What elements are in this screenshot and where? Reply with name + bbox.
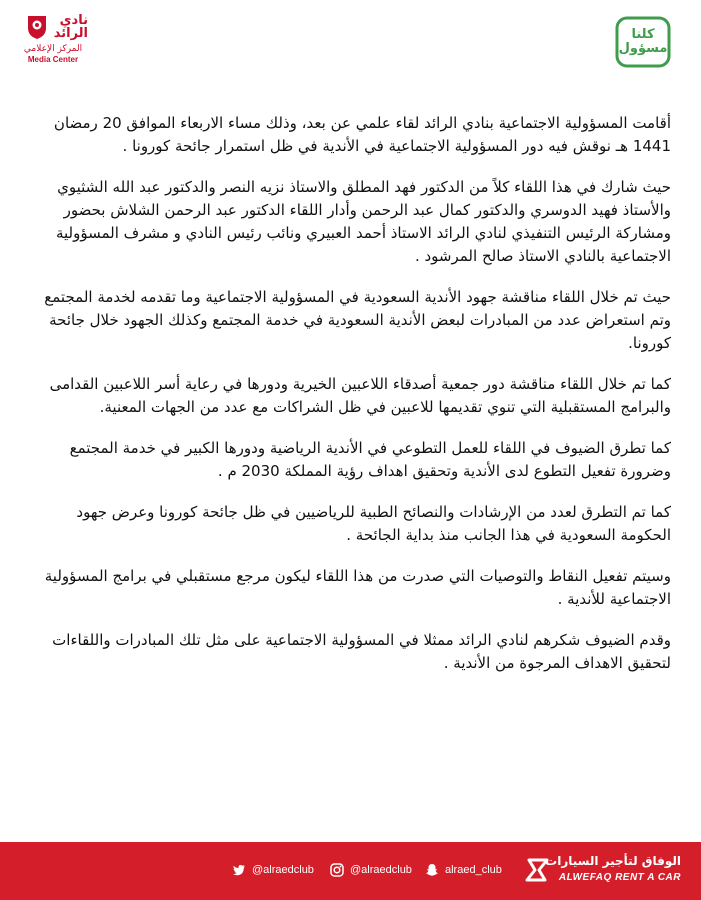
instagram-handle[interactable] xyxy=(330,862,412,878)
paragraph: كما تم خلال اللقاء مناقشة دور جمعية أصدقاء اللاعبين الخيرية ودورها في رعاية أسر اللاعبين القدامى والبرامج المستقبلية التي تنوي تقديمها للاعبين في ظل الشراكات مع عدد من الجهات المعنية. xyxy=(49,375,671,416)
campaign-logo xyxy=(615,16,671,68)
twitter-text: @alraedclub xyxy=(252,864,314,876)
paragraph: وقدم الضيوف شكرهم لنادي الرائد ممثلا في المسؤولية الاجتماعية على مثل تلك المبادرات واللقاءات لتحقيق الاهداف المرجوة من الأندية . xyxy=(52,631,671,672)
snapchat-handle[interactable] xyxy=(425,862,502,878)
campaign-text: كلنا مسؤول xyxy=(618,27,668,56)
media-center-english: Media Center xyxy=(27,55,79,64)
paragraph: وسيتم تفعيل النقاط والتوصيات التي صدرت من هذا اللقاء ليكون مرجع مستقبلي في برامج المسؤولية الاجتماعية للأندية . xyxy=(44,567,671,608)
club-logo xyxy=(10,14,100,66)
sponsor-name-arabic: الوفاق لتأجير السيارات xyxy=(545,854,681,868)
instagram-icon xyxy=(330,863,344,877)
twitter-icon xyxy=(232,863,246,877)
paragraph: كما تم التطرق لعدد من الإرشادات والنصائح الطبية للرياضيين في ظل جائحة كورونا وعرض جهود الحكومة السعودية في هذا الجانب منذ بداية الجائحة . xyxy=(76,503,671,544)
sponsor-logo xyxy=(523,852,681,892)
paragraph: كما تطرق الضيوف في اللقاء للعمل التطوعي في الأندية الرياضية ودورها الكبير في خدمة المجتمع وضرورة تفعيل التطوع لدى الأندية وتحقيق اهداف رؤية المملكة 2030 م . xyxy=(69,439,671,480)
club-emblem-icon xyxy=(26,14,48,40)
club-name: نادي الرائد xyxy=(53,13,88,41)
paragraph: أقامت المسؤولية الاجتماعية بنادي الرائد لقاء علمي عن بعد، وذلك مساء الاربعاء الموافق 20 رمضان 1441 هـ نوقش فيه دور المسؤولية الاجتماعية في الأندية في ظل استمرار جائحة كورونا . xyxy=(53,114,671,155)
paragraph: حيث شارك في هذا اللقاء كلاً من الدكتور فهد المطلق والاستاذ نزيه النصر والدكتور عبد الله الشثيوي والأستاذ فهيد الدوسري والدكتور كمال عبد الرحمن وأدار اللقاء الدكتور عبد الرحمن الشلاش بحضور ومشاركة الرئيس التنفيذي لنادي الرائد الاستاذ أحمد العبيري ونائب رئيس النادي و مشرف المسؤولية الاجتماعية بالنادي الاستاذ صالح المرشود . xyxy=(55,178,671,265)
sponsor-name-english: ALWEFAQ RENT A CAR xyxy=(558,872,681,883)
footer xyxy=(0,842,701,900)
snapchat-text: alraed_club xyxy=(445,864,502,876)
twitter-handle[interactable] xyxy=(232,862,314,878)
paragraph: حيث تم خلال اللقاء مناقشة جهود الأندية السعودية في المسؤولية الاجتماعية وما تقدمه لخدمة المجتمع وتم استعراض عدد من المبادرات لبعض الأندية السعودية في خدمة المجتمع وكذلك الجهود خلال جائحة كورونا. xyxy=(44,288,671,352)
article-body xyxy=(30,112,671,693)
instagram-text: @alraedclub xyxy=(350,864,412,876)
snapchat-icon xyxy=(425,863,439,877)
media-center-arabic: المركز الإعلامي xyxy=(23,44,83,54)
header xyxy=(0,0,701,80)
